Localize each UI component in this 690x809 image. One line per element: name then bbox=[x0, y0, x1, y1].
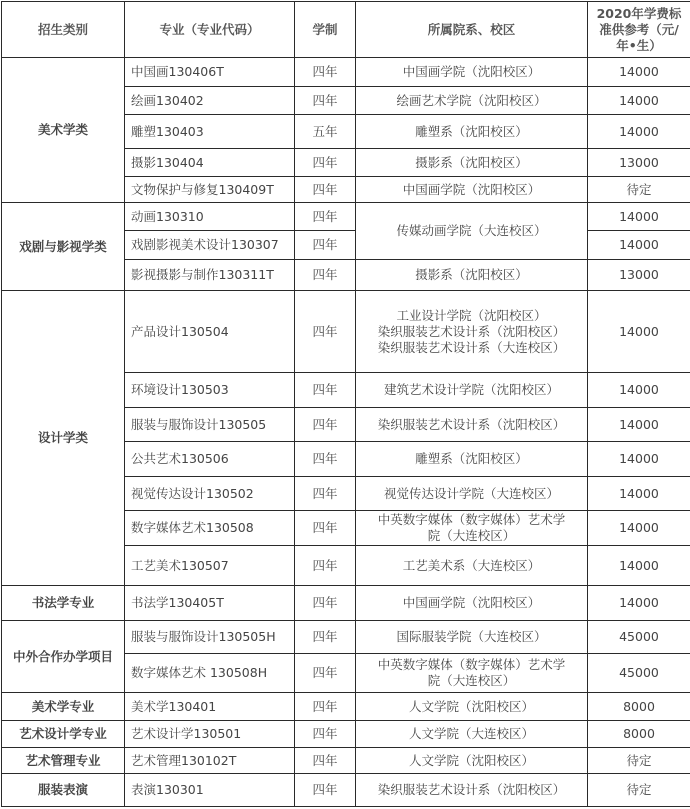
years-cell: 四年 bbox=[295, 774, 356, 807]
school-name: 染织服装艺术设计系（大连校区） bbox=[372, 340, 571, 356]
years-cell: 四年 bbox=[295, 231, 356, 260]
school-cell bbox=[356, 87, 588, 115]
school-cell bbox=[356, 586, 588, 621]
major-cell: 工艺美术130507 bbox=[125, 546, 295, 586]
years-cell: 四年 bbox=[295, 58, 356, 87]
header-row bbox=[2, 2, 690, 58]
major-cell: 绘画130402 bbox=[125, 87, 295, 115]
major-cell: 美术学130401 bbox=[125, 693, 295, 721]
school-name: 雕塑系（沈阳校区） bbox=[372, 451, 571, 467]
major-cell: 艺术设计学130501 bbox=[125, 721, 295, 748]
major-cell: 环境设计130503 bbox=[125, 373, 295, 408]
fee-cell: 14000 bbox=[588, 291, 690, 373]
school-name: 视觉传达设计学院（大连校区） bbox=[372, 486, 571, 502]
school-name: 雕塑系（沈阳校区） bbox=[372, 124, 571, 140]
fee-cell: 13000 bbox=[588, 260, 690, 291]
header-years: 学制 bbox=[295, 2, 356, 58]
school-name: 中国画学院（沈阳校区） bbox=[372, 182, 571, 198]
school-name: 绘画艺术学院（沈阳校区） bbox=[372, 93, 571, 109]
years-cell: 四年 bbox=[295, 373, 356, 408]
fee-cell: 45000 bbox=[588, 654, 690, 693]
major-cell: 书法学130405T bbox=[125, 586, 295, 621]
tuition-table bbox=[1, 1, 690, 807]
category-cell: 服装表演 bbox=[2, 774, 125, 807]
school-cell bbox=[356, 621, 588, 654]
years-cell: 四年 bbox=[295, 203, 356, 231]
fee-cell: 待定 bbox=[588, 748, 690, 774]
table-row bbox=[2, 58, 690, 87]
header-category: 招生类别 bbox=[2, 2, 125, 58]
table-row bbox=[2, 203, 690, 231]
fee-cell: 14000 bbox=[588, 586, 690, 621]
years-cell: 四年 bbox=[295, 442, 356, 477]
fee-cell: 14000 bbox=[588, 87, 690, 115]
table-row bbox=[2, 774, 690, 807]
major-cell: 中国画130406T bbox=[125, 58, 295, 87]
category-cell: 戏剧与影视学类 bbox=[2, 203, 125, 291]
fee-cell: 待定 bbox=[588, 774, 690, 807]
school-name: 中国画学院（沈阳校区） bbox=[372, 64, 571, 80]
school-cell bbox=[356, 477, 588, 511]
major-cell: 表演130301 bbox=[125, 774, 295, 807]
years-cell: 四年 bbox=[295, 408, 356, 442]
years-cell: 四年 bbox=[295, 291, 356, 373]
school-name: 传媒动画学院（大连校区） bbox=[372, 223, 571, 239]
school-name: 人文学院（沈阳校区） bbox=[372, 699, 571, 715]
school-name: 染织服装艺术设计系（沈阳校区） bbox=[372, 417, 571, 433]
header-fee: 2020年学费标准供参考（元/年•生） bbox=[588, 2, 690, 58]
years-cell: 四年 bbox=[295, 748, 356, 774]
header-major: 专业（专业代码） bbox=[125, 2, 295, 58]
major-cell: 影视摄影与制作130311T bbox=[125, 260, 295, 291]
major-cell: 数字媒体艺术130508 bbox=[125, 511, 295, 546]
school-name: 工艺美术系（大连校区） bbox=[372, 558, 571, 574]
school-cell bbox=[356, 721, 588, 748]
fee-cell: 8000 bbox=[588, 721, 690, 748]
years-cell: 四年 bbox=[295, 621, 356, 654]
fee-cell: 14000 bbox=[588, 408, 690, 442]
years-cell: 四年 bbox=[295, 149, 356, 177]
school-name: 染织服装艺术设计系（沈阳校区） bbox=[372, 782, 571, 798]
major-cell: 艺术管理130102T bbox=[125, 748, 295, 774]
category-cell: 美术学专业 bbox=[2, 693, 125, 721]
fee-cell: 14000 bbox=[588, 373, 690, 408]
school-cell bbox=[356, 546, 588, 586]
major-cell: 数字媒体艺术 130508H bbox=[125, 654, 295, 693]
school-cell bbox=[356, 58, 588, 87]
school-cell bbox=[356, 203, 588, 260]
school-cell bbox=[356, 177, 588, 203]
school-name: 人文学院（大连校区） bbox=[372, 726, 571, 742]
major-cell: 戏剧影视美术设计130307 bbox=[125, 231, 295, 260]
years-cell: 四年 bbox=[295, 693, 356, 721]
fee-cell: 14000 bbox=[588, 546, 690, 586]
header-school: 所属院系、校区 bbox=[356, 2, 588, 58]
table-row bbox=[2, 721, 690, 748]
school-cell bbox=[356, 149, 588, 177]
years-cell: 四年 bbox=[295, 177, 356, 203]
school-cell bbox=[356, 748, 588, 774]
school-name: 中英数字媒体（数字媒体）艺术学院（大连校区） bbox=[372, 657, 571, 689]
fee-cell: 45000 bbox=[588, 621, 690, 654]
fee-cell: 13000 bbox=[588, 149, 690, 177]
school-name: 染织服装艺术设计系（沈阳校区） bbox=[372, 324, 571, 340]
major-cell: 雕塑130403 bbox=[125, 115, 295, 149]
years-cell: 四年 bbox=[295, 721, 356, 748]
major-cell: 摄影130404 bbox=[125, 149, 295, 177]
fee-cell: 8000 bbox=[588, 693, 690, 721]
fee-cell: 14000 bbox=[588, 58, 690, 87]
school-cell bbox=[356, 260, 588, 291]
school-cell bbox=[356, 291, 588, 373]
school-name: 建筑艺术设计学院（沈阳校区） bbox=[372, 382, 571, 398]
years-cell: 四年 bbox=[295, 87, 356, 115]
school-name: 国际服装学院（大连校区） bbox=[372, 629, 571, 645]
school-name: 工业设计学院（沈阳校区） bbox=[372, 308, 571, 324]
school-cell bbox=[356, 511, 588, 546]
table-body bbox=[2, 58, 690, 807]
table-row bbox=[2, 621, 690, 654]
school-cell bbox=[356, 408, 588, 442]
school-cell bbox=[356, 774, 588, 807]
years-cell: 四年 bbox=[295, 477, 356, 511]
school-name: 中英数字媒体（数字媒体）艺术学院（大连校区） bbox=[372, 512, 571, 544]
years-cell: 四年 bbox=[295, 546, 356, 586]
school-cell bbox=[356, 442, 588, 477]
years-cell: 五年 bbox=[295, 115, 356, 149]
fee-cell: 14000 bbox=[588, 442, 690, 477]
major-cell: 产品设计130504 bbox=[125, 291, 295, 373]
table-row bbox=[2, 748, 690, 774]
table-row bbox=[2, 291, 690, 373]
years-cell: 四年 bbox=[295, 586, 356, 621]
major-cell: 公共艺术130506 bbox=[125, 442, 295, 477]
category-cell: 美术学类 bbox=[2, 58, 125, 203]
category-cell: 艺术设计学专业 bbox=[2, 721, 125, 748]
fee-cell: 14000 bbox=[588, 115, 690, 149]
school-name: 摄影系（沈阳校区） bbox=[372, 267, 571, 283]
category-cell: 中外合作办学项目 bbox=[2, 621, 125, 693]
school-cell bbox=[356, 373, 588, 408]
school-name: 摄影系（沈阳校区） bbox=[372, 155, 571, 171]
school-name: 中国画学院（沈阳校区） bbox=[372, 595, 571, 611]
fee-cell: 14000 bbox=[588, 203, 690, 231]
years-cell: 四年 bbox=[295, 654, 356, 693]
major-cell: 服装与服饰设计130505 bbox=[125, 408, 295, 442]
major-cell: 服装与服饰设计130505H bbox=[125, 621, 295, 654]
category-cell: 书法学专业 bbox=[2, 586, 125, 621]
category-cell: 艺术管理专业 bbox=[2, 748, 125, 774]
school-cell bbox=[356, 654, 588, 693]
fee-cell: 14000 bbox=[588, 511, 690, 546]
school-cell bbox=[356, 693, 588, 721]
major-cell: 文物保护与修复130409T bbox=[125, 177, 295, 203]
table-row bbox=[2, 586, 690, 621]
school-name: 人文学院（沈阳校区） bbox=[372, 753, 571, 769]
table-row bbox=[2, 693, 690, 721]
fee-cell: 14000 bbox=[588, 477, 690, 511]
major-cell: 视觉传达设计130502 bbox=[125, 477, 295, 511]
major-cell: 动画130310 bbox=[125, 203, 295, 231]
years-cell: 四年 bbox=[295, 511, 356, 546]
category-cell: 设计学类 bbox=[2, 291, 125, 586]
fee-cell: 14000 bbox=[588, 231, 690, 260]
fee-cell: 待定 bbox=[588, 177, 690, 203]
school-cell bbox=[356, 115, 588, 149]
years-cell: 四年 bbox=[295, 260, 356, 291]
